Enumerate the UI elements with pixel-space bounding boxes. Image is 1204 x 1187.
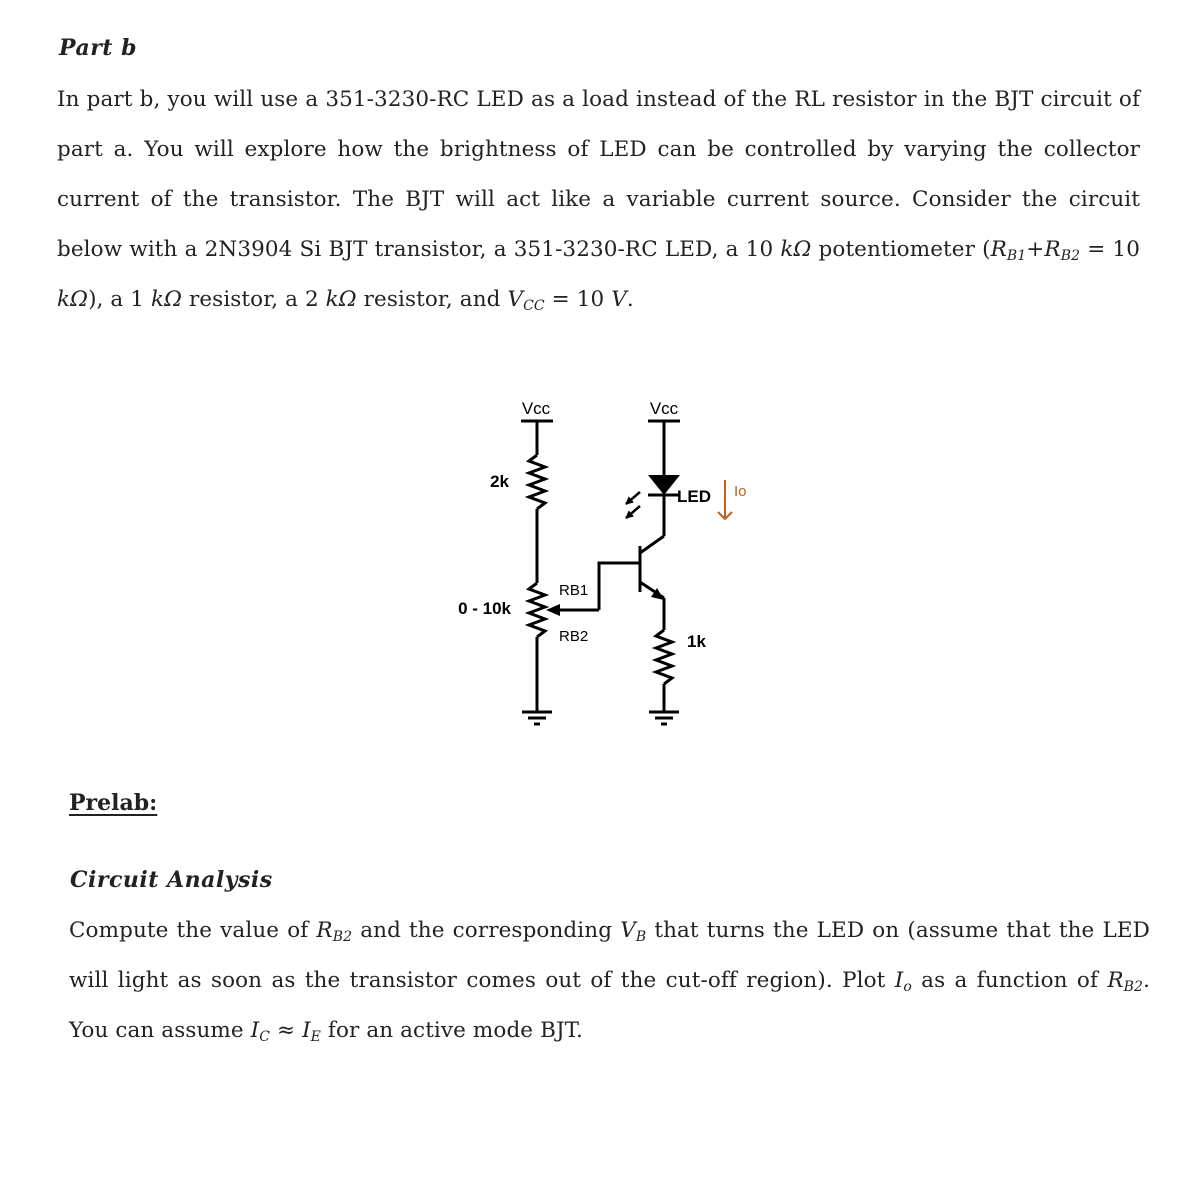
wiper-wire xyxy=(599,563,640,610)
symbol-sub: B2 xyxy=(1060,248,1081,264)
label-vcc-left: Vcc xyxy=(521,399,551,418)
part-b-heading: Part b xyxy=(59,35,138,61)
label-pot: 0 - 10k xyxy=(458,599,511,618)
symbol-rb1: R xyxy=(990,237,1007,262)
para-text: In part b, you will use a 351-3230-RC LED as a load instead of the RL resistor in the BJT circuit of part a. You will explore how the brightness of LED can be controlled by varying the collector current of the transistor. The BJT will act like a variable current source. Consider the circuit below with a 2N3904 Si BJT transistor, a 351-3230-RC LED, a 10 xyxy=(57,87,1140,262)
para-text: resistor, a 2 xyxy=(182,287,326,312)
symbol-sub: B xyxy=(635,929,647,945)
para-text: and the corresponding xyxy=(352,918,621,943)
unit-volt: V xyxy=(611,287,627,312)
label-io: Io xyxy=(734,483,747,500)
para-text: Compute the value of xyxy=(69,918,317,943)
label-led: LED xyxy=(677,487,711,506)
label-2k: 2k xyxy=(490,472,509,491)
led-light-arrow-icon xyxy=(626,506,640,518)
transistor-collector xyxy=(640,536,664,553)
symbol-sub: C xyxy=(259,1029,271,1045)
para-text: = 10 xyxy=(1080,237,1140,262)
para-text: = 10 xyxy=(544,287,612,312)
symbol-sub: CC xyxy=(523,298,545,314)
unit-kohm: kΩ xyxy=(150,287,183,312)
label-vcc-right: Vcc xyxy=(649,399,679,418)
prelab-heading: Prelab: xyxy=(69,790,158,816)
label-rb2: RB2 xyxy=(559,628,589,645)
symbol-io: I xyxy=(894,968,904,993)
resistor-2k xyxy=(529,455,545,509)
approx-sign: ≈ xyxy=(270,1018,303,1043)
symbol-ic: I xyxy=(250,1018,260,1043)
label-1k: 1k xyxy=(687,632,706,651)
unit-kohm: kΩ xyxy=(780,237,812,262)
para-text: resistor, and xyxy=(356,287,508,312)
para-text: ), a 1 xyxy=(88,287,151,312)
led-light-arrow-icon xyxy=(626,492,640,504)
unit-kohm: kΩ xyxy=(325,287,357,312)
potentiometer xyxy=(529,583,545,637)
led-triangle-icon xyxy=(648,475,680,495)
plus-sign: + xyxy=(1026,237,1045,262)
prelab-paragraph xyxy=(69,906,1150,1056)
symbol-sub: B2 xyxy=(332,929,353,945)
symbol-sub: E xyxy=(310,1029,321,1045)
symbol-vcc: V xyxy=(507,287,524,312)
symbol-sub: B1 xyxy=(1006,248,1027,264)
resistor-1k xyxy=(656,630,672,684)
symbol-vb: V xyxy=(620,918,636,943)
symbol-rb2: R xyxy=(316,918,333,943)
para-text: . xyxy=(626,287,634,312)
symbol-rb2: R xyxy=(1044,237,1061,262)
para-text: potentiometer ( xyxy=(811,237,991,262)
para-text: that turns the LED on (assume that the LED will light as soon as the transistor comes out of the cut-off region). Plot xyxy=(69,918,1150,993)
symbol-rb2: R xyxy=(1107,968,1124,993)
para-text: as a function of xyxy=(911,968,1108,993)
symbol-sub: B2 xyxy=(1123,979,1144,995)
para-text: for an active mode BJT. xyxy=(320,1018,583,1043)
label-rb1: RB1 xyxy=(559,582,589,599)
para-text: . You can assume xyxy=(69,968,1150,1043)
unit-kohm: kΩ xyxy=(57,287,89,312)
circuit-analysis-heading: Circuit Analysis xyxy=(70,867,273,893)
symbol-sub: o xyxy=(903,979,912,995)
symbol-ie: I xyxy=(302,1018,311,1043)
wiper-arrow-icon xyxy=(546,604,560,616)
